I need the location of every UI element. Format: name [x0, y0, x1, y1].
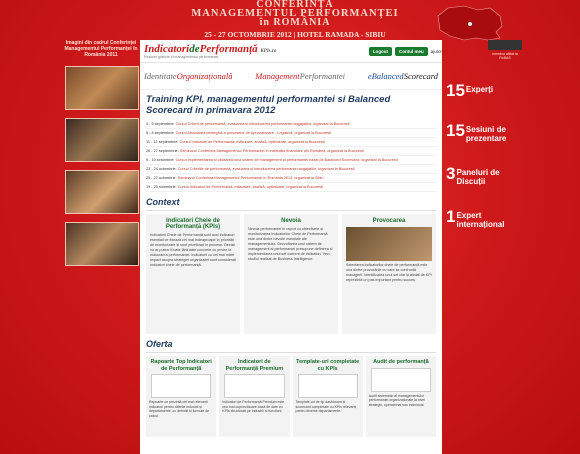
- help-link[interactable]: ajutor: [430, 48, 442, 54]
- event-date: 25 - 27 octombrie:: [146, 176, 177, 180]
- offer-premium[interactable]: [219, 356, 289, 437]
- offer-text: Template-uri de tip dashboard și scorecard completate cu KPIs relevanți pentru diverse departamente.: [295, 400, 357, 413]
- event-text: Cursul Indicatori de Performanță: măsurare, analiză, optimizare, organizat la București: [179, 140, 325, 144]
- logout-button[interactable]: Logout: [369, 47, 392, 56]
- partner-logo-ebalanced[interactable]: [368, 71, 438, 81]
- offer-text: Indicatori de Performanță Premium este cea mai cuprinzătoare bază de date cu KPIs structurați pe industrii și funcțiuni.: [222, 400, 285, 413]
- context-title: Indicatori Cheie de Performanță (KPIs): [165, 218, 221, 230]
- conference-photo[interactable]: [65, 222, 139, 266]
- partner-a: Management: [255, 71, 300, 81]
- event-item[interactable]: [146, 183, 436, 192]
- provocarea-image: [346, 227, 432, 261]
- event-item[interactable]: [146, 138, 436, 147]
- offer-rapoarte[interactable]: [146, 356, 216, 437]
- stat-panels: [446, 165, 580, 186]
- offer-text: Rapoarte ce prezintă cei mai relevanți indicatori pentru diferite industrii și departamente, cu definiții și formule de calcul.: [149, 400, 210, 418]
- event-date: 26 - 27 septembrie:: [146, 149, 179, 153]
- context-provocarea[interactable]: [342, 214, 436, 334]
- event-text: Cursul Indicatori de Performanță: măsurare, analiză, optimizare, organizat la București: [177, 185, 323, 189]
- site-logo[interactable]: [144, 43, 276, 59]
- event-date: 4 - 5 septembrie:: [146, 122, 175, 126]
- stat-number: 1: [446, 207, 456, 226]
- stat-experts: [446, 82, 580, 100]
- event-text: Seminarul Conferința Managementul Performanței în România 2012, organizat la Sibiu: [177, 176, 324, 180]
- event-date: 23 - 24 octombrie:: [146, 167, 177, 171]
- partner-logos: [140, 63, 442, 90]
- context-title: Provocarea: [372, 218, 406, 224]
- offer-columns: [146, 356, 436, 437]
- context-columns: [146, 214, 436, 334]
- conference-photo[interactable]: [65, 118, 139, 162]
- stat-label: Experți: [465, 85, 494, 94]
- offer-text: Audit sistematic al managementului performanței organizaționale la nivel strategic, operațional sau individual.: [368, 393, 425, 407]
- partner-b: Organizațională: [176, 71, 233, 81]
- stat-label: Sesiuni de prezentare: [465, 125, 507, 143]
- offer-thumbnail: [371, 368, 431, 392]
- partner-a: eBalanced: [367, 71, 404, 81]
- offer-thumbnail: [298, 374, 358, 398]
- event-text: Seminarul Conferința Managementul Performanței în instituțiile financiare din România, organizat la București: [179, 149, 364, 153]
- stat-number: 15: [446, 121, 465, 140]
- conference-photo[interactable]: [65, 170, 139, 214]
- robas-badge[interactable]: [488, 40, 522, 60]
- logo-suffix: KPIs.ro: [260, 49, 277, 54]
- event-item[interactable]: [146, 129, 436, 138]
- offer-templates[interactable]: [293, 356, 363, 437]
- event-item[interactable]: [146, 174, 436, 183]
- robas-logo: [488, 40, 522, 50]
- divider: [146, 210, 436, 211]
- stat-number: 15: [446, 81, 465, 100]
- main-content: [140, 40, 442, 454]
- events-list: [146, 120, 436, 192]
- logo-part-a: Indicatori: [144, 43, 190, 55]
- robas-note: membru afiliat la RoBAS: [492, 52, 518, 60]
- offer-title: Template-uri completate cu KPIs: [296, 359, 360, 372]
- event-text: Cursul Abordarea strategică a proceselor de Aprovizionare - Logistică, organizat la București: [175, 131, 331, 135]
- stat-label: Expert internațional: [456, 211, 505, 229]
- banner-title-line1: CONFERINȚA: [256, 0, 334, 10]
- context-title: Nevoia: [281, 218, 301, 224]
- divider: [146, 352, 436, 353]
- training-headline[interactable]: Training KPI, managementul performantei si Balanced Scorecard in primavara 2012: [146, 94, 391, 116]
- event-text: Cursul Criteriile de performanță, evaluarea și introducerea performanței angajaților, organizat la București: [177, 167, 355, 171]
- context-text: Indicatorii Cheie de Performanță sunt acei indicatori esențiali ce fixează cel mai îndeaproape în priorități de monitorizare și sunt prioritizați în procese. Decizii nu ar putea fi luate fără date concrete cu privire la măsurarea performanței. Indicatorii cu cel mai mare impact asupra strategiei organizației sunt considerați indicatori cheie de performanță.: [150, 233, 236, 267]
- partner-b: Performantei: [299, 71, 345, 81]
- context-kpi[interactable]: [146, 214, 240, 334]
- stat-label: Paneluri de Discuții: [456, 168, 500, 186]
- stat-number: 3: [446, 164, 456, 183]
- gallery-caption: Imagini din cadrul Conferinței Managementul Performanței în România 2011: [64, 40, 138, 58]
- conference-banner[interactable]: [150, 0, 440, 38]
- offer-thumbnail: [151, 374, 211, 398]
- conference-stats: [446, 64, 580, 229]
- banner-title-line2: MANAGEMENTUL PERFORMANȚEI: [191, 8, 399, 19]
- event-item[interactable]: [146, 156, 436, 165]
- event-date: 19 - 20 noiembrie:: [146, 185, 177, 189]
- partner-b: Scorecard: [403, 71, 438, 81]
- partner-logo-management[interactable]: [255, 71, 345, 81]
- logo-part-c: Performanță: [199, 43, 258, 55]
- conference-photo[interactable]: [65, 66, 139, 110]
- event-date: 6 - 8 septembrie:: [146, 131, 175, 135]
- oferta-heading: Oferta: [146, 339, 173, 349]
- banner-date: 25 - 27 OCTOMBRIE 2012 | HOTEL RAMADA - SIBIU: [204, 30, 386, 39]
- event-text: Cursul Criterii de performanță, evaluarea și introducerea performanței angajaților, organizat la București: [175, 122, 350, 126]
- offer-audit[interactable]: [366, 356, 436, 437]
- logo-part-b: de: [189, 43, 200, 55]
- offer-title: Audit de performanță: [373, 359, 429, 365]
- context-text: Selectarea indicatorilor cheie de performanță este una dintre provocările cu care se confruntă managerii. Identificarea unui set clar și aliniat de KPI reprezintă un pas important pentru succes.: [346, 263, 432, 282]
- logo-tagline: Resurse gratuite în managementul performanței: [144, 55, 219, 59]
- offer-title: Rapoarte Top Indicatori de Performanță: [150, 359, 212, 372]
- context-heading: Context: [146, 197, 180, 207]
- partner-logo-identitate[interactable]: [144, 71, 232, 81]
- left-photo-column: [62, 40, 140, 266]
- romania-map-icon: [430, 2, 508, 44]
- context-text: Nevoia performanței în raport cu obiectivele și monitorizarea Indicatorilor Cheie de Performanță este una dintre nevoile esențiale ale managementului. Dezvoltarea unui sistem de management al performanței presupune definirea și implementarea unui set coerent de indicatori. Vezi studiul realizat de Business Intelligence.: [248, 227, 333, 261]
- stat-international: [446, 208, 580, 229]
- site-header: [140, 40, 442, 63]
- offer-title: Indicatori de Performanță Premium: [225, 359, 284, 372]
- event-item[interactable]: [146, 147, 436, 156]
- banner-title-line3: în ROMÂNIA: [259, 17, 331, 28]
- partner-a: Identitate: [144, 71, 177, 81]
- context-nevoia[interactable]: [244, 214, 338, 334]
- stat-sessions: [446, 122, 580, 143]
- event-item[interactable]: [146, 165, 436, 174]
- event-text: Cursul Implementarea și utilizarea unui sistem de management al performanței bazat pe Balanced Scorecard, organizat la București: [175, 158, 398, 162]
- event-item[interactable]: [146, 120, 436, 129]
- event-date: 9 - 10 octombrie:: [146, 158, 175, 162]
- account-button[interactable]: Contul meu: [395, 47, 428, 56]
- offer-thumbnail: [224, 374, 284, 398]
- event-date: 11 - 12 septembrie:: [146, 140, 179, 144]
